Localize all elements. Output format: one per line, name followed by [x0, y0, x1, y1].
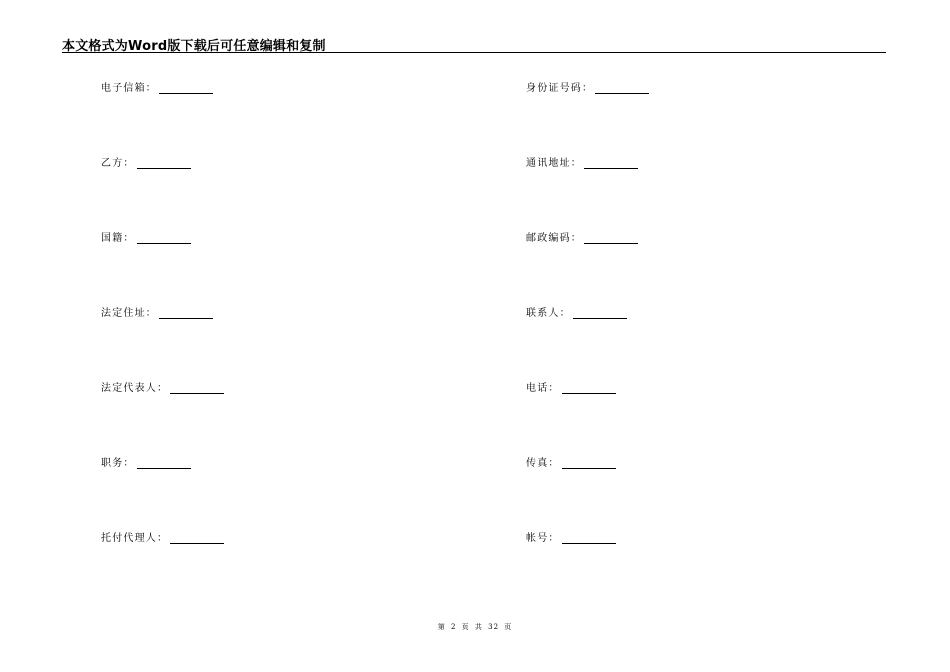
- field-contact-person: [526, 304, 627, 319]
- fill-blank-line[interactable]: [584, 233, 638, 244]
- fill-blank-line[interactable]: [137, 233, 191, 244]
- field-label: 托付代理人：: [101, 533, 169, 544]
- field-legal-representative: [101, 379, 224, 394]
- field-mailing-address: [526, 154, 638, 169]
- fill-blank-line[interactable]: [137, 458, 191, 469]
- field-authorized-agent: [101, 529, 224, 544]
- field-fax: [526, 454, 616, 469]
- footer-prefix: 第: [437, 623, 446, 631]
- page-footer: [0, 622, 950, 632]
- fill-blank-line[interactable]: [562, 458, 616, 469]
- fill-blank-line[interactable]: [170, 533, 224, 544]
- form-row-7: [0, 529, 950, 545]
- field-label: 邮政编码：: [526, 233, 582, 244]
- field-label: 电子信箱：: [101, 83, 157, 94]
- footer-total-pages: 32: [488, 623, 500, 631]
- field-legal-address: [101, 304, 213, 319]
- field-email: [101, 79, 213, 94]
- fill-blank-line[interactable]: [137, 158, 191, 169]
- field-label: 电话：: [526, 383, 560, 394]
- form-row-2: [0, 154, 950, 170]
- form-row-5: [0, 379, 950, 395]
- footer-page-number: 2: [450, 623, 457, 631]
- field-label: 法定住址：: [101, 308, 157, 319]
- field-label: 传真：: [526, 458, 560, 469]
- field-nationality: [101, 229, 191, 244]
- form-row-1: [0, 79, 950, 95]
- field-label: 国籍：: [101, 233, 135, 244]
- field-postal-code: [526, 229, 638, 244]
- field-label: 帐号：: [526, 533, 560, 544]
- field-party-b: [101, 154, 191, 169]
- field-id-number: [526, 79, 649, 94]
- fill-blank-line[interactable]: [584, 158, 638, 169]
- header-title: 本文格式为Word版下载后可任意编辑和复制: [62, 39, 326, 54]
- fill-blank-line[interactable]: [573, 308, 627, 319]
- field-label: 通讯地址：: [526, 158, 582, 169]
- form-row-4: [0, 304, 950, 320]
- field-label: 身份证号码：: [526, 83, 594, 94]
- footer-total-prefix: 共: [474, 623, 483, 631]
- fill-blank-line[interactable]: [595, 83, 649, 94]
- field-phone: [526, 379, 616, 394]
- form-row-3: [0, 229, 950, 245]
- field-label: 乙方：: [101, 158, 135, 169]
- field-label: 法定代表人：: [101, 383, 169, 394]
- fill-blank-line[interactable]: [562, 533, 616, 544]
- page-header: [62, 34, 886, 53]
- field-account: [526, 529, 616, 544]
- fill-blank-line[interactable]: [170, 383, 224, 394]
- fill-blank-line[interactable]: [159, 308, 213, 319]
- footer-total-unit: 页: [504, 623, 513, 631]
- fill-blank-line[interactable]: [562, 383, 616, 394]
- form-row-6: [0, 454, 950, 470]
- fill-blank-line[interactable]: [159, 83, 213, 94]
- field-label: 职务：: [101, 458, 135, 469]
- field-position: [101, 454, 191, 469]
- field-label: 联系人：: [526, 308, 571, 319]
- footer-page-unit: 页: [461, 623, 470, 631]
